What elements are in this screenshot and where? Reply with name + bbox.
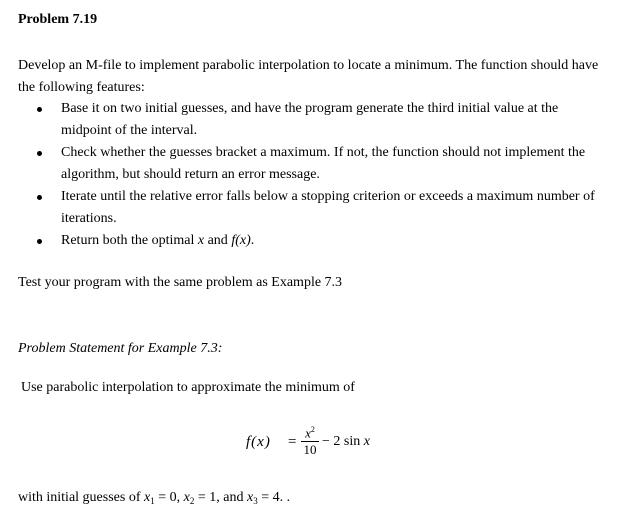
feature-text: Base it on two initial guesses, and have the program generate the third initial value at the midpoint of the interval. — [61, 101, 559, 138]
feature-item — [0, 98, 610, 142]
test-instruction: Test your program with the same problem as Example 7.3 — [18, 275, 343, 290]
initial-prefix: with initial guesses of — [18, 490, 144, 505]
guess-subscript: 3 — [253, 496, 258, 506]
feature-text-suffix: . — [250, 233, 255, 248]
initial-guesses — [18, 487, 290, 509]
guess-separator: , — [176, 490, 184, 505]
formula-equals: = — [288, 434, 297, 450]
bullet-icon — [37, 239, 42, 244]
problem-title: Problem 7.19 — [18, 12, 98, 27]
guess-var: x — [144, 490, 151, 505]
guess-var: x — [246, 490, 254, 505]
feature-item — [0, 186, 610, 230]
formula-rest — [322, 431, 370, 453]
guess-var: x — [183, 490, 190, 505]
var-fx: f(x) — [231, 233, 251, 248]
formula-denominator: 10 — [303, 442, 317, 458]
bullet-icon — [37, 195, 42, 200]
formula-rest-var: x — [363, 434, 370, 449]
bullet-icon — [37, 107, 42, 112]
guess-separator: . . — [279, 490, 291, 505]
formula-fraction — [300, 422, 320, 458]
formula-numerator — [300, 422, 320, 441]
feature-item — [0, 230, 610, 252]
guess-value: = 0 — [154, 490, 177, 505]
guess-subscript: 2 — [189, 496, 195, 506]
formula-rest-coef: − 2 sin — [322, 434, 364, 449]
feature-text — [61, 233, 254, 248]
bullet-icon — [37, 151, 42, 156]
feature-item — [0, 142, 610, 186]
numerator-var: x — [305, 425, 311, 441]
feature-text: Check whether the guesses bracket a maximum. If not, the function should not implement the algorithm, but should return an error message. — [61, 145, 586, 182]
function-formula — [246, 422, 416, 462]
guess-value: = 1 — [194, 490, 217, 505]
guess-value: = 4 — [257, 490, 280, 505]
feature-list — [0, 98, 610, 252]
feature-text-mid: and — [204, 233, 232, 248]
example-statement-title: Problem Statement for Example 7.3: — [18, 341, 223, 356]
guess-separator: , and — [216, 490, 247, 505]
formula-lhs: f(x) — [246, 434, 271, 450]
numerator-exponent: 2 — [310, 425, 315, 434]
feature-text-prefix: Return both the optimal — [61, 233, 198, 248]
guess-subscript: 1 — [150, 496, 155, 506]
feature-text: Iterate until the relative error falls below a stopping criterion or exceeds a maximum number of iterations. — [61, 189, 595, 226]
problem-description: Develop an M-file to implement parabolic interpolation to locate a minimum. The function should have the following features: — [18, 58, 599, 95]
var-x: x — [197, 233, 205, 248]
example-instruction: Use parabolic interpolation to approximate the minimum of — [21, 380, 355, 395]
